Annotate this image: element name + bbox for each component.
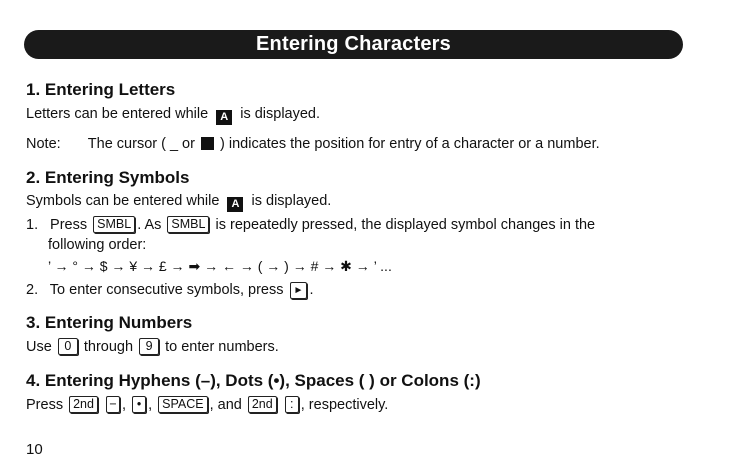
step2-text-b: . — [309, 282, 314, 298]
step2-text-a: To enter consecutive symbols, press — [49, 282, 284, 298]
alpha-indicator-icon: A — [227, 197, 243, 212]
numbers-text-a: Use — [26, 339, 52, 355]
smbl-key-icon: SMBL — [167, 216, 209, 233]
smbl-key-icon: SMBL — [93, 216, 135, 233]
heading-entering-letters: 1. Entering Letters — [26, 80, 176, 99]
space-key-icon: SPACE — [158, 396, 207, 413]
symbols-step-2 — [26, 282, 313, 299]
cursor-note — [26, 136, 600, 152]
heading-entering-symbols: 2. Entering Symbols — [26, 168, 190, 187]
numbers-paragraph — [26, 338, 279, 355]
hyphens-text-b: , and — [209, 397, 242, 413]
page-number: 10 — [26, 441, 43, 458]
step1-text-b: . As — [137, 217, 162, 233]
hyphens-text-c: , respectively. — [300, 397, 389, 413]
symbols-text-a: Symbols can be entered while — [26, 193, 220, 209]
symbol-sequence: ’ → ° → $ → ¥ → £ → ➡ → ← → ( → ) → # → ✱ → ’ ... — [48, 258, 392, 274]
letters-text-b: is displayed. — [240, 106, 321, 122]
nine-key-icon: 9 — [139, 338, 159, 355]
separator: , — [148, 397, 153, 413]
symbols-text-b: is displayed. — [251, 193, 332, 209]
second-key-icon: 2nd — [69, 396, 98, 413]
separator: , — [122, 397, 127, 413]
heading-entering-numbers: 3. Entering Numbers — [26, 313, 193, 332]
step1-continued: following order: — [48, 237, 147, 253]
step1-text-c: is repeatedly pressed, the displayed symbol changes in the — [215, 217, 596, 233]
minus-key-icon: − — [106, 396, 120, 413]
section-banner: Entering Characters — [24, 30, 683, 59]
second-key-icon: 2nd — [248, 396, 277, 413]
step1-text-a: Press — [50, 217, 88, 233]
zero-key-icon: 0 — [58, 338, 78, 355]
hyphens-text-a: Press — [26, 397, 64, 413]
step-number: 1. — [26, 217, 39, 233]
hyphens-paragraph — [26, 396, 388, 413]
heading-entering-hyphens: 4. Entering Hyphens (–), Dots (•), Spaces ( ) or Colons (:) — [26, 371, 481, 390]
alpha-indicator-icon: A — [216, 110, 232, 125]
numbers-text-b: through — [83, 339, 134, 355]
note-label: Note: — [26, 136, 61, 152]
letters-paragraph — [26, 106, 320, 125]
colon-key-icon: : — [285, 396, 299, 413]
step-number: 2. — [26, 282, 39, 298]
letters-text-a: Letters can be entered while — [26, 106, 209, 122]
symbols-paragraph — [26, 193, 331, 212]
block-cursor-icon — [201, 137, 214, 150]
right-arrow-key-icon: ► — [290, 282, 308, 299]
note-text-b: ) indicates the position for entry of a character or a number. — [220, 136, 600, 152]
note-text-a: The cursor ( _ or — [87, 136, 195, 152]
numbers-text-c: to enter numbers. — [165, 339, 279, 355]
symbols-step-1 — [26, 216, 595, 233]
dot-key-icon: • — [132, 396, 146, 413]
